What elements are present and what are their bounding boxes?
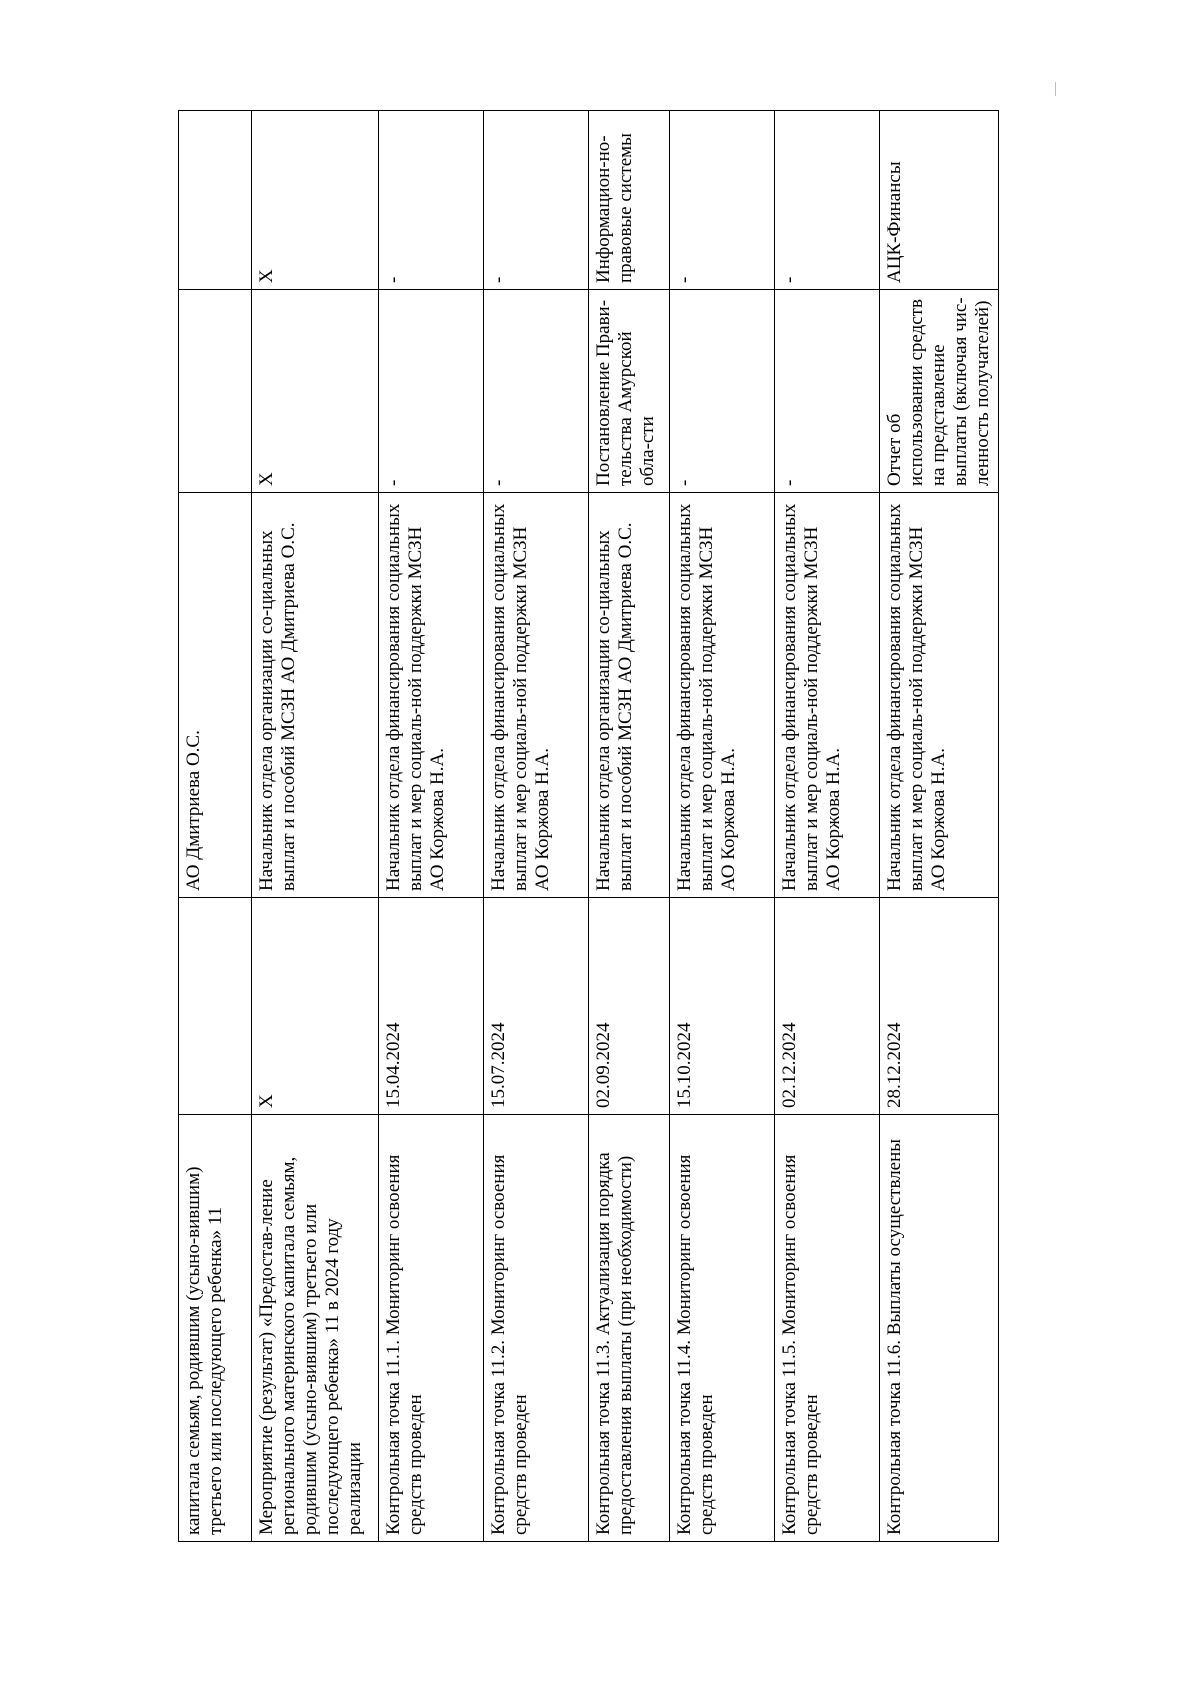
cell-document: Отчет об использовании средств на представление выплаты (включая чис-ленность получателей) xyxy=(880,290,999,493)
cell-date xyxy=(179,898,252,1115)
cell-system: - xyxy=(379,111,484,290)
cell-system: АЦК-Финансы xyxy=(880,111,999,290)
cell-date: 15.10.2024 xyxy=(670,898,775,1115)
cell-document: - xyxy=(775,290,880,493)
cell-document: Постановление Прави-тельства Амурской обла-сти xyxy=(589,290,670,493)
cell-date: 28.12.2024 xyxy=(880,898,999,1115)
cell-system: - xyxy=(670,111,775,290)
cell-responsible: Начальник отдела финансирования социальных выплат и мер социаль-ной поддержки МСЗН АО Коржова Н.А. xyxy=(880,493,999,898)
cell-document: - xyxy=(484,290,589,493)
plan-table xyxy=(178,110,999,1542)
cell-date: 15.04.2024 xyxy=(379,898,484,1115)
table-row xyxy=(484,111,589,1542)
cell-responsible: Начальник отдела финансирования социальных выплат и мер социаль-ной поддержки МСЗН АО Коржова Н.А. xyxy=(775,493,880,898)
cell-responsible: Начальник отдела организации со-циальных выплат и пособий МСЗН АО Дмитриева О.С. xyxy=(589,493,670,898)
cell-event: Контрольная точка 11.3. Актуализация порядка предоставления выплаты (при необходимости) xyxy=(589,1115,670,1542)
scan-artifact-mark xyxy=(1055,82,1056,96)
cell-system: - xyxy=(775,111,880,290)
cell-responsible: Начальник отдела организации со-циальных выплат и пособий МСЗН АО Дмитриева О.С. xyxy=(252,493,379,898)
cell-responsible: Начальник отдела финансирования социальных выплат и мер социаль-ной поддержки МСЗН АО Коржова Н.А. xyxy=(670,493,775,898)
cell-event: Контрольная точка 11.6. Выплаты осуществлены xyxy=(880,1115,999,1542)
cell-date: Х xyxy=(252,898,379,1115)
cell-responsible: Начальник отдела финансирования социальных выплат и мер социаль-ной поддержки МСЗН АО Коржова Н.А. xyxy=(484,493,589,898)
rotated-page-content xyxy=(178,111,1054,1542)
table-row xyxy=(379,111,484,1542)
cell-event: Контрольная точка 11.1. Мониторинг освоения средств проведен xyxy=(379,1115,484,1542)
cell-responsible: Начальник отдела финансирования социальных выплат и мер социаль-ной поддержки МСЗН АО Коржова Н.А. xyxy=(379,493,484,898)
cell-system xyxy=(179,111,252,290)
cell-event: капитала семьям, родившим (усыно-вившим) третьего или последующего ребенка» 11 xyxy=(179,1115,252,1542)
cell-document: - xyxy=(670,290,775,493)
cell-document: Х xyxy=(252,290,379,493)
cell-document: - xyxy=(379,290,484,493)
cell-event: Контрольная точка 11.4. Мониторинг освоения средств проведен xyxy=(670,1115,775,1542)
table-row xyxy=(589,111,670,1542)
cell-event: Мероприятие (результат) «Предостав-ление регионального материнского капитала семьям, родившим (усыно-вившим) третьего или последующего ребенка» 11 в 2024 году реализации xyxy=(252,1115,379,1542)
table-row xyxy=(775,111,880,1542)
cell-document xyxy=(179,290,252,493)
cell-date: 02.12.2024 xyxy=(775,898,880,1115)
table-row xyxy=(670,111,775,1542)
cell-system: Информацион-но-правовые системы xyxy=(589,111,670,290)
cell-date: 15.07.2024 xyxy=(484,898,589,1115)
cell-event: Контрольная точка 11.5. Мониторинг освоения средств проведен xyxy=(775,1115,880,1542)
cell-system: Х xyxy=(252,111,379,290)
table-row xyxy=(179,111,252,1542)
cell-system: - xyxy=(484,111,589,290)
cell-responsible: АО Дмитриева О.С. xyxy=(179,493,252,898)
table-row xyxy=(880,111,999,1542)
table-row xyxy=(252,111,379,1542)
cell-event: Контрольная точка 11.2. Мониторинг освоения средств проведен xyxy=(484,1115,589,1542)
cell-date: 02.09.2024 xyxy=(589,898,670,1115)
